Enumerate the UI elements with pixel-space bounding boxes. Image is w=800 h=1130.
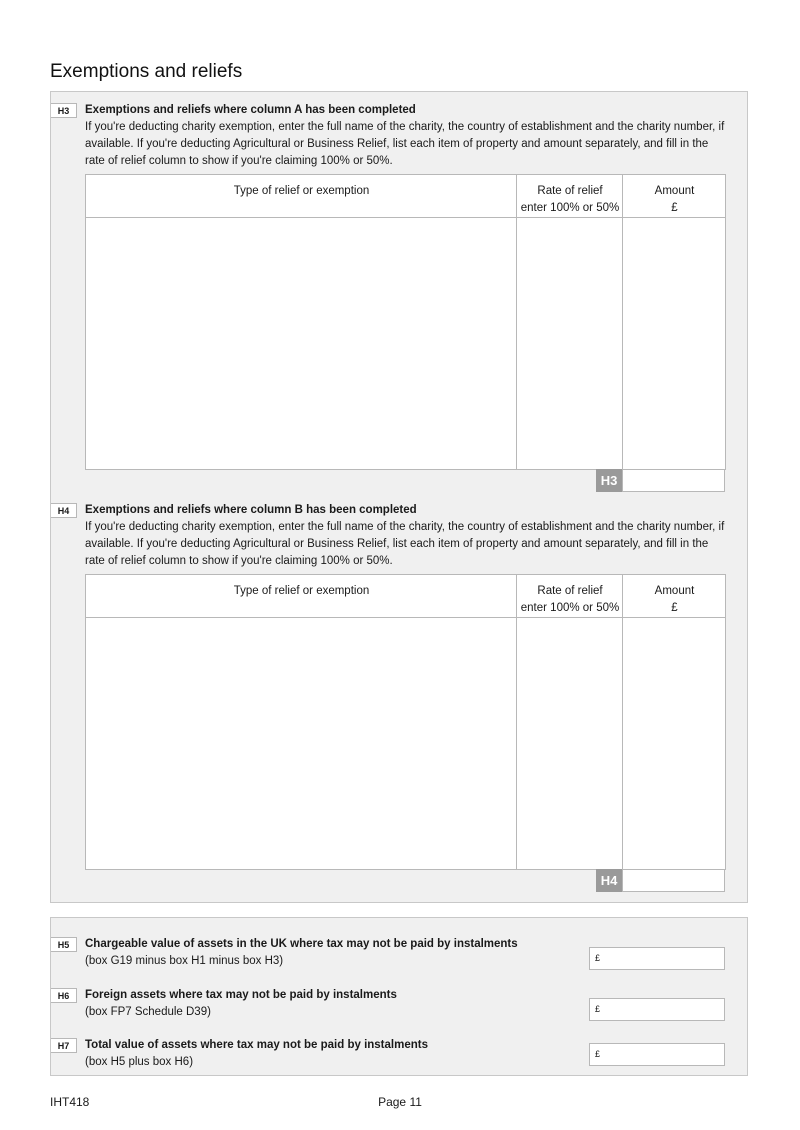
- h4-header-type: Type of relief or exemption: [233, 585, 370, 597]
- box-tag-h3: H3: [51, 103, 77, 118]
- h4-header-amount: [623, 583, 726, 617]
- h4-type-entry-area[interactable]: [86, 618, 516, 869]
- section-h4-description: If you're deducting charity exemption, enter the full name of the charity, the country of establishment and the charity number, if available. If you're deducting Agricultural or Business Relief, list each item of property and amount separately, and fill in the rate of relief column to show if you're claiming 100% or 50%.: [85, 521, 725, 567]
- question-h5-label: Chargeable value of assets in the UK where tax may not be paid by instalments: [85, 938, 518, 950]
- h4-header-rate-line2: enter 100% or 50%: [520, 602, 620, 614]
- h4-header-amount-line1: Amount: [654, 585, 695, 597]
- h4-table-header: [86, 575, 725, 618]
- page-title: Exemptions and reliefs: [50, 61, 243, 82]
- question-h7-label: Total value of assets where tax may not be paid by instalments: [85, 1039, 428, 1051]
- section-h4: [85, 502, 725, 570]
- question-h7: [85, 1037, 565, 1071]
- box-tag-h7: H7: [51, 1038, 77, 1053]
- box-tag-h4: H4: [51, 503, 77, 518]
- question-h6-sub: (box FP7 Schedule D39): [85, 1006, 211, 1018]
- h3-header-rate: [517, 183, 623, 217]
- h3-type-entry-area[interactable]: [86, 218, 516, 469]
- h4-relief-table: [85, 574, 726, 870]
- h3-relief-table: [85, 174, 726, 470]
- h7-amount-input[interactable]: [589, 1043, 725, 1066]
- h3-total-input[interactable]: [622, 469, 725, 492]
- section-h4-heading: Exemptions and reliefs where column B has been completed: [85, 504, 417, 516]
- h3-header-amount-line1: Amount: [654, 185, 695, 197]
- h3-total-label: H3: [596, 469, 622, 492]
- h3-header-type: Type of relief or exemption: [233, 185, 370, 197]
- h5-amount-input[interactable]: [589, 947, 725, 970]
- instalments-panel: [50, 917, 748, 1076]
- h3-header-rate-line1: Rate of relief: [537, 185, 603, 197]
- h4-total-input[interactable]: [622, 869, 725, 892]
- h7-currency: £: [595, 1049, 601, 1059]
- h4-rate-entry-area[interactable]: [517, 618, 622, 869]
- box-tag-h6: H6: [51, 988, 77, 1003]
- footer-page-number: Page 11: [378, 1095, 422, 1109]
- h3-header-amount-line2: £: [671, 202, 678, 214]
- question-h5: [85, 936, 565, 970]
- h3-table-header: [86, 175, 725, 218]
- box-tag-h5: H5: [51, 937, 77, 952]
- h3-header-amount: [623, 183, 726, 217]
- h4-total-label: H4: [596, 869, 622, 892]
- h4-amount-entry-area[interactable]: [623, 618, 725, 869]
- h4-header-rate-line1: Rate of relief: [537, 585, 603, 597]
- question-h5-sub: (box G19 minus box H1 minus box H3): [85, 955, 284, 967]
- section-h3-description: If you're deducting charity exemption, enter the full name of the charity, the country of establishment and the charity number, if available. If you're deducting Agricultural or Business Relief, list each item of property and amount separately, and fill in the rate of relief column to show if you're claiming 100% or 50%.: [85, 121, 725, 167]
- question-h7-sub: (box H5 plus box H6): [85, 1056, 194, 1068]
- h6-currency: £: [595, 1004, 601, 1014]
- h6-amount-input[interactable]: [589, 998, 725, 1021]
- section-h3: [85, 102, 725, 170]
- h5-currency: £: [595, 953, 601, 963]
- h3-amount-entry-area[interactable]: [623, 218, 725, 469]
- h3-rate-entry-area[interactable]: [517, 218, 622, 469]
- h4-header-rate: [517, 583, 623, 617]
- h4-header-amount-line2: £: [671, 602, 678, 614]
- section-h3-heading: Exemptions and reliefs where column A has been completed: [85, 104, 416, 116]
- exemptions-panel: [50, 91, 748, 903]
- footer-form-code: IHT418: [50, 1095, 90, 1109]
- question-h6-label: Foreign assets where tax may not be paid by instalments: [85, 989, 397, 1001]
- question-h6: [85, 987, 565, 1021]
- h3-header-rate-line2: enter 100% or 50%: [520, 202, 620, 214]
